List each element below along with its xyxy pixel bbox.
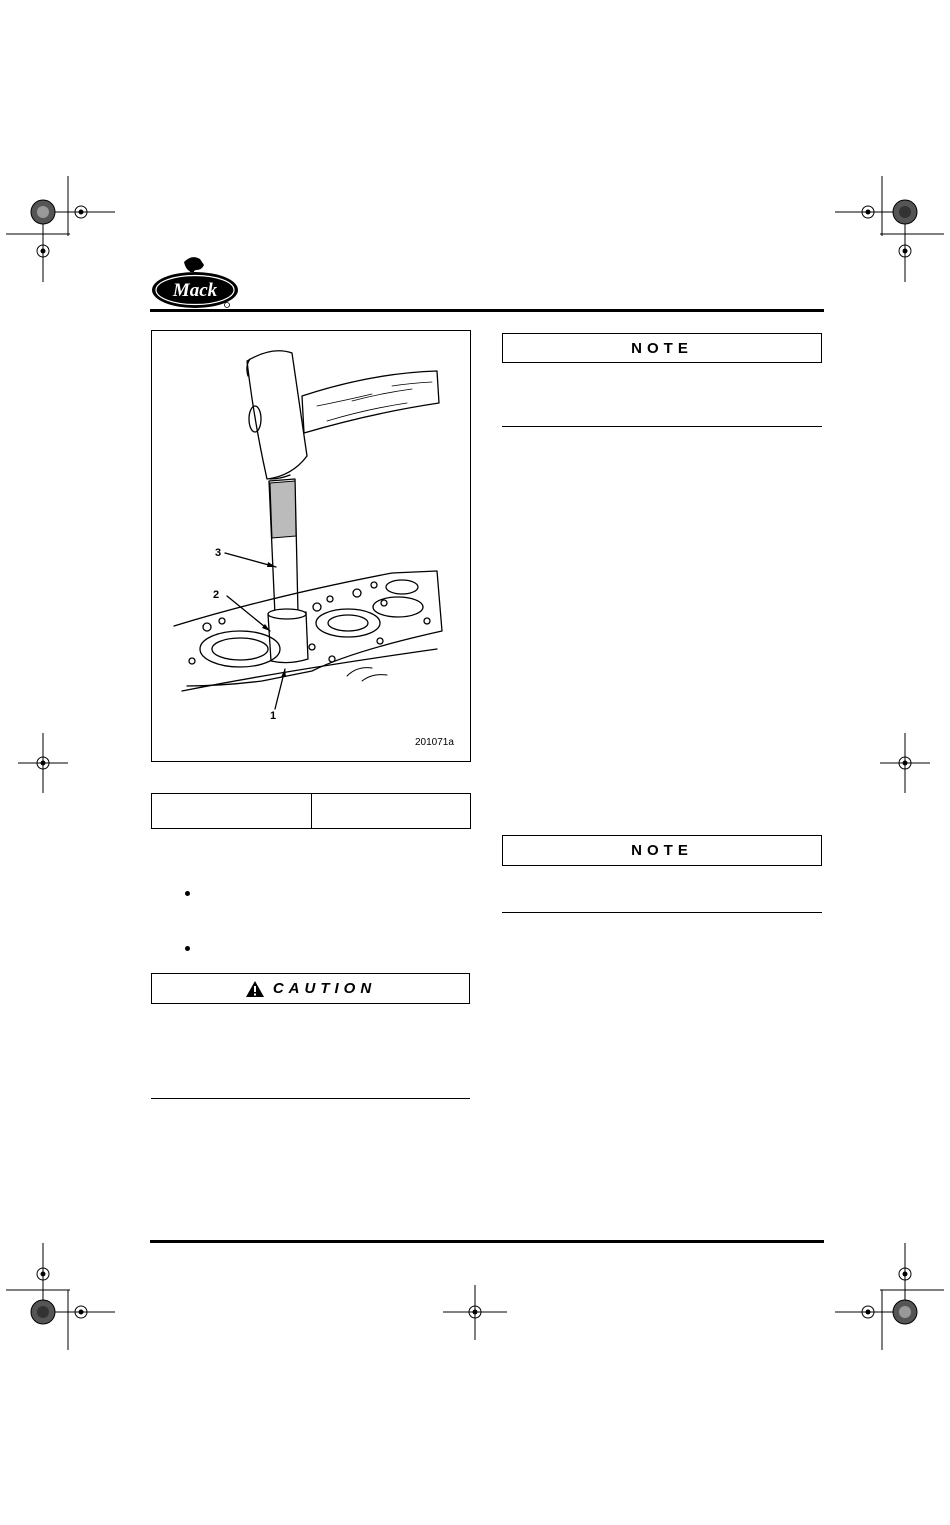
bullet-point <box>185 891 190 896</box>
warning-triangle-icon <box>245 980 265 998</box>
note-end-rule <box>502 912 822 913</box>
table-cell <box>311 794 471 828</box>
header-rule <box>150 309 824 312</box>
mack-logo <box>150 252 240 310</box>
callout-2: 2 <box>213 589 220 601</box>
figure-id: 201071a <box>415 737 454 748</box>
callout-1: 1 <box>270 710 277 722</box>
note-label: NOTE <box>631 339 693 357</box>
caution-label: CAUTION <box>272 980 377 997</box>
bullet-point <box>185 946 190 951</box>
callout-3: 3 <box>215 547 222 559</box>
logo-wordmark: Mack <box>172 280 218 301</box>
spec-table <box>151 793 471 829</box>
note-box <box>502 835 822 866</box>
footer-rule <box>150 1240 824 1243</box>
hammer-illustration <box>152 331 470 761</box>
caution-end-rule <box>151 1098 470 1099</box>
note-end-rule <box>502 426 822 427</box>
table-cell <box>152 794 311 828</box>
figure-box <box>151 330 471 762</box>
note-label: NOTE <box>631 842 693 859</box>
note-box <box>502 333 822 363</box>
caution-box <box>151 973 470 1004</box>
